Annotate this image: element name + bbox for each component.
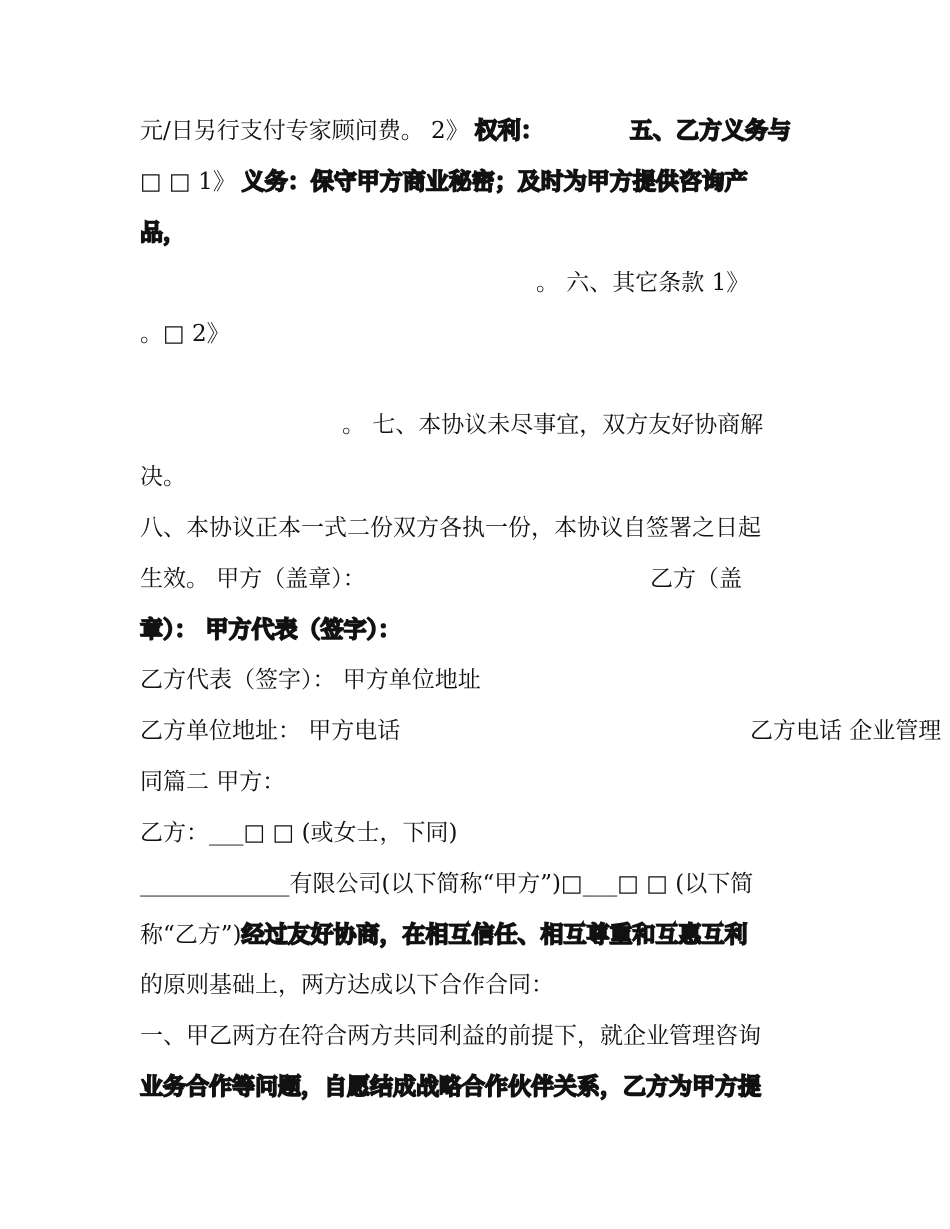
text-line-2 <box>140 167 748 197</box>
text-line-7: 决。 <box>140 464 186 490</box>
text-line-18: 一、甲乙两方在符合两方共同利益的前提下，就企业管理咨询 <box>140 1023 761 1049</box>
text-line-10: 章）： 甲方代表（签字）： <box>140 616 402 643</box>
text-line-1-part-a: 元/日另行支付专家顾问费。 2》 <box>140 118 469 144</box>
text-line-14: 乙方：___□ □ (或女士，下同) <box>140 820 458 846</box>
text-line-1-part-c: 五、乙方义务与 <box>630 117 791 144</box>
text-line-4: 。 六、其它条款 1》 <box>536 270 750 296</box>
text-line-17: 的原则基础上，两方达成以下合作合同： <box>140 972 554 998</box>
text-line-5: 。□ 2》 <box>140 321 230 347</box>
text-line-3: 品， <box>140 219 186 246</box>
text-line-19: 业务合作等问题，自愿结成战略合作伙伴关系，乙方为甲方提 <box>140 1073 761 1100</box>
text-line-1 <box>140 116 544 146</box>
text-line-9: 生效。 甲方（盖章）： <box>140 566 366 592</box>
text-line-1-part-b: 权利： <box>474 117 544 144</box>
text-line-6: 。 七、本协议未尽事宜，双方友好协商解 <box>342 412 764 438</box>
text-line-16-part-b: 经过友好协商，在相互信任、相互尊重和互惠互利 <box>241 921 748 948</box>
text-line-16 <box>140 920 748 950</box>
text-line-9-part-b: 乙方（盖 <box>650 566 742 592</box>
text-line-16-part-a: 称“乙方”) <box>140 922 242 948</box>
text-line-12: 乙方单位地址： 甲方电话 <box>140 718 401 744</box>
text-line-12-part-b: 乙方电话 企业管理 <box>750 718 942 744</box>
text-line-15: _____________有限公司(以下简称“甲方”)□___□ □ (以下简 <box>140 871 754 897</box>
text-line-8: 八、本协议正本一式二份双方各执一份，本协议自签署之日起 <box>140 515 761 541</box>
text-line-13: 同篇二 甲方： <box>140 769 286 795</box>
text-line-2-part-a: □ □ 1》 <box>140 169 236 195</box>
text-line-11: 乙方代表（签字）： 甲方单位地址 <box>140 667 481 693</box>
text-line-2-part-b: 义务：保守甲方商业秘密；及时为甲方提供咨询产 <box>241 168 748 195</box>
